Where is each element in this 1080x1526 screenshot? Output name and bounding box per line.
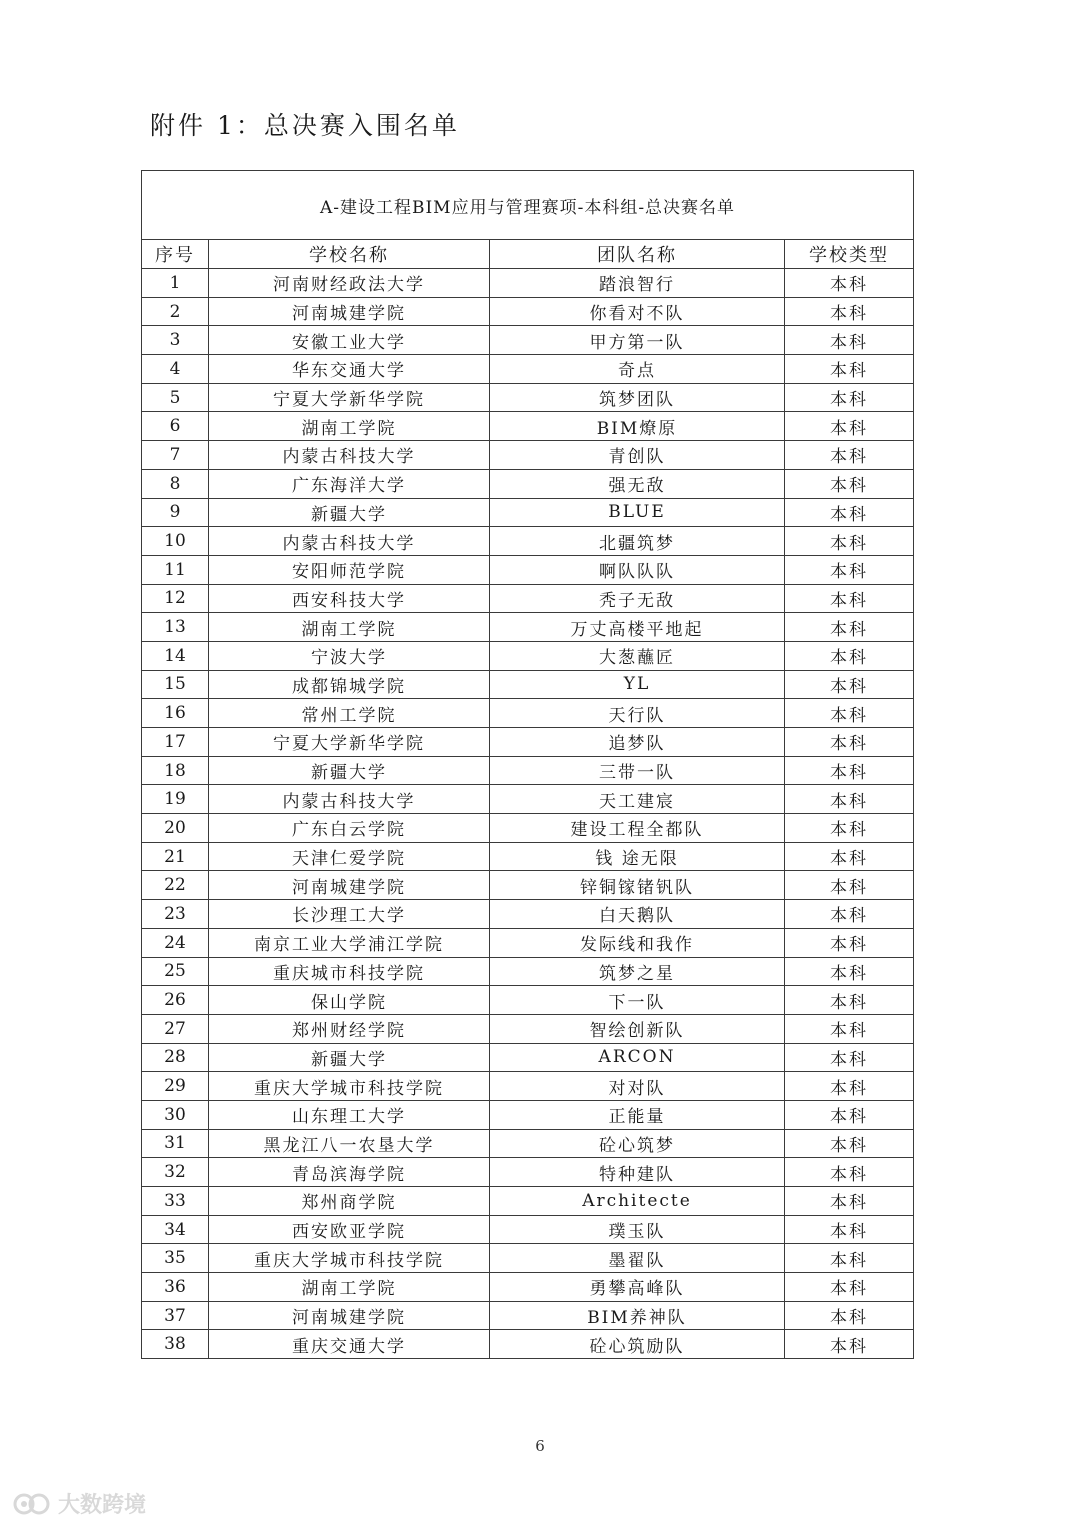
team-name: Architecte bbox=[490, 1187, 785, 1216]
school-type: 本科 bbox=[785, 957, 914, 986]
row-index: 35 bbox=[142, 1244, 209, 1273]
team-name: 踏浪智行 bbox=[490, 269, 785, 298]
table-row bbox=[142, 1187, 914, 1216]
school-name: 广东白云学院 bbox=[209, 814, 490, 843]
row-index: 33 bbox=[142, 1187, 209, 1216]
school-type: 本科 bbox=[785, 842, 914, 871]
row-index: 30 bbox=[142, 1100, 209, 1129]
table-row bbox=[142, 670, 914, 699]
logo-icon bbox=[12, 1491, 52, 1517]
row-index: 9 bbox=[142, 498, 209, 527]
table-row bbox=[142, 900, 914, 929]
school-type: 本科 bbox=[785, 900, 914, 929]
table-row bbox=[142, 355, 914, 384]
row-index: 7 bbox=[142, 441, 209, 470]
school-type: 本科 bbox=[785, 928, 914, 957]
row-index: 25 bbox=[142, 957, 209, 986]
row-index: 15 bbox=[142, 670, 209, 699]
school-name: 重庆大学城市科技学院 bbox=[209, 1072, 490, 1101]
school-name: 重庆交通大学 bbox=[209, 1330, 490, 1359]
row-index: 2 bbox=[142, 297, 209, 326]
school-type: 本科 bbox=[785, 412, 914, 441]
school-name: 安徽工业大学 bbox=[209, 326, 490, 355]
team-name: 对对队 bbox=[490, 1072, 785, 1101]
table-row bbox=[142, 1129, 914, 1158]
team-name: 勇攀高峰队 bbox=[490, 1273, 785, 1302]
team-name: YL bbox=[490, 670, 785, 699]
row-index: 34 bbox=[142, 1215, 209, 1244]
table-row bbox=[142, 383, 914, 412]
column-header-team: 团队名称 bbox=[490, 240, 785, 269]
table-row bbox=[142, 297, 914, 326]
school-type: 本科 bbox=[785, 986, 914, 1015]
table-row bbox=[142, 326, 914, 355]
table-header-row bbox=[142, 240, 914, 269]
school-name: 重庆城市科技学院 bbox=[209, 957, 490, 986]
school-name: 河南城建学院 bbox=[209, 1301, 490, 1330]
row-index: 24 bbox=[142, 928, 209, 957]
school-name: 广东海洋大学 bbox=[209, 469, 490, 498]
row-index: 1 bbox=[142, 269, 209, 298]
table-row bbox=[142, 756, 914, 785]
row-index: 4 bbox=[142, 355, 209, 384]
school-name: 河南财经政法大学 bbox=[209, 269, 490, 298]
school-type: 本科 bbox=[785, 728, 914, 757]
table-row bbox=[142, 842, 914, 871]
team-name: 天行队 bbox=[490, 699, 785, 728]
team-name: 白天鹅队 bbox=[490, 900, 785, 929]
school-name: 湖南工学院 bbox=[209, 613, 490, 642]
row-index: 3 bbox=[142, 326, 209, 355]
school-type: 本科 bbox=[785, 785, 914, 814]
table-row bbox=[142, 1330, 914, 1359]
table-row bbox=[142, 412, 914, 441]
row-index: 13 bbox=[142, 613, 209, 642]
team-name: 砼心筑励队 bbox=[490, 1330, 785, 1359]
row-index: 10 bbox=[142, 527, 209, 556]
row-index: 36 bbox=[142, 1273, 209, 1302]
table-row bbox=[142, 728, 914, 757]
table-row bbox=[142, 1215, 914, 1244]
team-name: 特种建队 bbox=[490, 1158, 785, 1187]
team-name: 发际线和我作 bbox=[490, 928, 785, 957]
school-name: 内蒙古科技大学 bbox=[209, 527, 490, 556]
school-name: 安阳师范学院 bbox=[209, 555, 490, 584]
column-header-type: 学校类型 bbox=[785, 240, 914, 269]
team-name: 强无敌 bbox=[490, 469, 785, 498]
team-name: ARCON bbox=[490, 1043, 785, 1072]
team-name: 天工建宸 bbox=[490, 785, 785, 814]
school-type: 本科 bbox=[785, 1330, 914, 1359]
team-name: 三带一队 bbox=[490, 756, 785, 785]
school-type: 本科 bbox=[785, 469, 914, 498]
team-name: 万丈高楼平地起 bbox=[490, 613, 785, 642]
school-name: 长沙理工大学 bbox=[209, 900, 490, 929]
row-index: 6 bbox=[142, 412, 209, 441]
team-name: 建设工程全都队 bbox=[490, 814, 785, 843]
table-row bbox=[142, 986, 914, 1015]
table-row bbox=[142, 814, 914, 843]
school-name: 成都锦城学院 bbox=[209, 670, 490, 699]
school-name: 湖南工学院 bbox=[209, 412, 490, 441]
row-index: 23 bbox=[142, 900, 209, 929]
school-name: 新疆大学 bbox=[209, 1043, 490, 1072]
table-row bbox=[142, 785, 914, 814]
table-row bbox=[142, 469, 914, 498]
school-type: 本科 bbox=[785, 1129, 914, 1158]
school-name: 宁夏大学新华学院 bbox=[209, 728, 490, 757]
school-name: 内蒙古科技大学 bbox=[209, 441, 490, 470]
team-name: 筑梦之星 bbox=[490, 957, 785, 986]
school-type: 本科 bbox=[785, 699, 914, 728]
team-name: BLUE bbox=[490, 498, 785, 527]
school-type: 本科 bbox=[785, 1014, 914, 1043]
school-type: 本科 bbox=[785, 613, 914, 642]
school-name: 新疆大学 bbox=[209, 498, 490, 527]
column-header-school: 学校名称 bbox=[209, 240, 490, 269]
table-row bbox=[142, 269, 914, 298]
school-name: 西安科技大学 bbox=[209, 584, 490, 613]
team-name: 秃子无敌 bbox=[490, 584, 785, 613]
watermark bbox=[12, 1488, 146, 1519]
school-type: 本科 bbox=[785, 670, 914, 699]
row-index: 38 bbox=[142, 1330, 209, 1359]
row-index: 19 bbox=[142, 785, 209, 814]
team-name: 璞玉队 bbox=[490, 1215, 785, 1244]
school-type: 本科 bbox=[785, 1158, 914, 1187]
school-name: 郑州商学院 bbox=[209, 1187, 490, 1216]
school-name: 保山学院 bbox=[209, 986, 490, 1015]
school-type: 本科 bbox=[785, 584, 914, 613]
school-type: 本科 bbox=[785, 641, 914, 670]
finalists-table bbox=[141, 170, 914, 1359]
school-type: 本科 bbox=[785, 1301, 914, 1330]
row-index: 17 bbox=[142, 728, 209, 757]
row-index: 32 bbox=[142, 1158, 209, 1187]
school-type: 本科 bbox=[785, 1072, 914, 1101]
team-name: 追梦队 bbox=[490, 728, 785, 757]
table-row bbox=[142, 957, 914, 986]
team-name: 钱 途无限 bbox=[490, 842, 785, 871]
school-type: 本科 bbox=[785, 355, 914, 384]
table-caption: A-建设工程BIM应用与管理赛项-本科组-总决赛名单 bbox=[142, 171, 914, 240]
school-type: 本科 bbox=[785, 555, 914, 584]
row-index: 26 bbox=[142, 986, 209, 1015]
row-index: 21 bbox=[142, 842, 209, 871]
table-row bbox=[142, 1014, 914, 1043]
table-row bbox=[142, 1100, 914, 1129]
page-number: 6 bbox=[535, 1437, 545, 1455]
table-row bbox=[142, 1043, 914, 1072]
school-name: 宁波大学 bbox=[209, 641, 490, 670]
school-name: 南京工业大学浦江学院 bbox=[209, 928, 490, 957]
table-row bbox=[142, 1072, 914, 1101]
team-name: 智绘创新队 bbox=[490, 1014, 785, 1043]
column-header-index: 序号 bbox=[142, 240, 209, 269]
team-name: 锌铜镓锗钒队 bbox=[490, 871, 785, 900]
row-index: 29 bbox=[142, 1072, 209, 1101]
team-name: 北疆筑梦 bbox=[490, 527, 785, 556]
table-row bbox=[142, 498, 914, 527]
school-type: 本科 bbox=[785, 498, 914, 527]
row-index: 37 bbox=[142, 1301, 209, 1330]
table-row bbox=[142, 555, 914, 584]
table-row bbox=[142, 584, 914, 613]
row-index: 16 bbox=[142, 699, 209, 728]
row-index: 11 bbox=[142, 555, 209, 584]
school-name: 华东交通大学 bbox=[209, 355, 490, 384]
school-type: 本科 bbox=[785, 1043, 914, 1072]
row-index: 5 bbox=[142, 383, 209, 412]
school-type: 本科 bbox=[785, 814, 914, 843]
team-name: 甲方第一队 bbox=[490, 326, 785, 355]
page-heading: 附件 1：总决赛入围名单 bbox=[150, 111, 460, 140]
school-name: 宁夏大学新华学院 bbox=[209, 383, 490, 412]
school-type: 本科 bbox=[785, 871, 914, 900]
school-name: 新疆大学 bbox=[209, 756, 490, 785]
row-index: 22 bbox=[142, 871, 209, 900]
school-type: 本科 bbox=[785, 1187, 914, 1216]
team-name: 啊队队队 bbox=[490, 555, 785, 584]
table-row bbox=[142, 527, 914, 556]
school-name: 常州工学院 bbox=[209, 699, 490, 728]
school-type: 本科 bbox=[785, 326, 914, 355]
row-index: 20 bbox=[142, 814, 209, 843]
table-row bbox=[142, 699, 914, 728]
school-type: 本科 bbox=[785, 527, 914, 556]
school-type: 本科 bbox=[785, 269, 914, 298]
table-row bbox=[142, 613, 914, 642]
team-name: 筑梦团队 bbox=[490, 383, 785, 412]
table-row bbox=[142, 1301, 914, 1330]
school-name: 西安欧亚学院 bbox=[209, 1215, 490, 1244]
school-name: 河南城建学院 bbox=[209, 297, 490, 326]
school-type: 本科 bbox=[785, 297, 914, 326]
school-name: 内蒙古科技大学 bbox=[209, 785, 490, 814]
school-type: 本科 bbox=[785, 441, 914, 470]
school-type: 本科 bbox=[785, 1215, 914, 1244]
school-type: 本科 bbox=[785, 1100, 914, 1129]
row-index: 27 bbox=[142, 1014, 209, 1043]
row-index: 8 bbox=[142, 469, 209, 498]
row-index: 31 bbox=[142, 1129, 209, 1158]
row-index: 14 bbox=[142, 641, 209, 670]
school-name: 湖南工学院 bbox=[209, 1273, 490, 1302]
table-row bbox=[142, 1244, 914, 1273]
team-name: 墨翟队 bbox=[490, 1244, 785, 1273]
school-type: 本科 bbox=[785, 383, 914, 412]
school-type: 本科 bbox=[785, 1244, 914, 1273]
school-name: 青岛滨海学院 bbox=[209, 1158, 490, 1187]
table-row bbox=[142, 871, 914, 900]
school-type: 本科 bbox=[785, 756, 914, 785]
table-row bbox=[142, 1158, 914, 1187]
team-name: BIM养神队 bbox=[490, 1301, 785, 1330]
team-name: 下一队 bbox=[490, 986, 785, 1015]
table-row bbox=[142, 441, 914, 470]
school-name: 重庆大学城市科技学院 bbox=[209, 1244, 490, 1273]
team-name: 正能量 bbox=[490, 1100, 785, 1129]
row-index: 18 bbox=[142, 756, 209, 785]
team-name: BIM燎原 bbox=[490, 412, 785, 441]
row-index: 28 bbox=[142, 1043, 209, 1072]
school-name: 天津仁爱学院 bbox=[209, 842, 490, 871]
row-index: 12 bbox=[142, 584, 209, 613]
team-name: 砼心筑梦 bbox=[490, 1129, 785, 1158]
table-row bbox=[142, 928, 914, 957]
school-name: 黑龙江八一农垦大学 bbox=[209, 1129, 490, 1158]
school-type: 本科 bbox=[785, 1273, 914, 1302]
team-name: 奇点 bbox=[490, 355, 785, 384]
table-row bbox=[142, 1273, 914, 1302]
team-name: 你看对不队 bbox=[490, 297, 785, 326]
school-name: 河南城建学院 bbox=[209, 871, 490, 900]
team-name: 青创队 bbox=[490, 441, 785, 470]
watermark-text: 大数跨境 bbox=[58, 1493, 147, 1518]
team-name: 大葱蘸匠 bbox=[490, 641, 785, 670]
school-name: 山东理工大学 bbox=[209, 1100, 490, 1129]
school-name: 郑州财经学院 bbox=[209, 1014, 490, 1043]
table-row bbox=[142, 641, 914, 670]
